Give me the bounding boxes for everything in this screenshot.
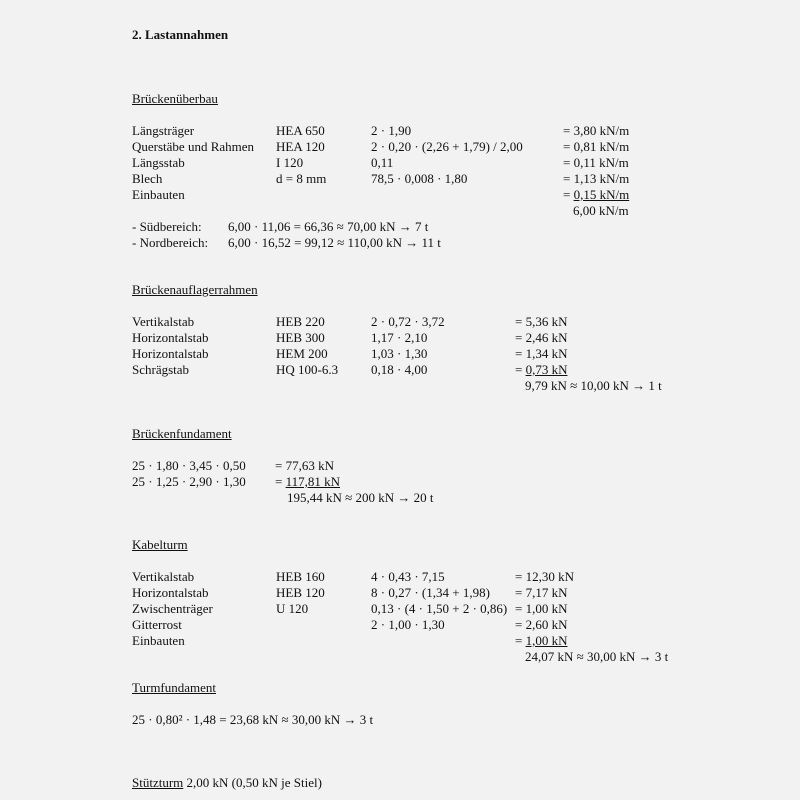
row-result: = 1,00 kN <box>515 601 568 616</box>
row-profile: HEM 200 <box>276 346 328 361</box>
row-result: = 3,80 kN/m <box>563 123 630 138</box>
row-name: Horizontalstab <box>132 585 209 600</box>
section-heading-turmfundament: Turmfundament <box>132 680 217 695</box>
row-calc: 1,03 · 1,30 <box>371 346 428 361</box>
row-result: = 1,34 kN <box>515 346 568 361</box>
row-result: = 2,60 kN <box>515 617 568 632</box>
row-result: = 2,46 kN <box>515 330 568 345</box>
row-profile: I 120 <box>276 155 304 170</box>
row-calc: 8 · 0,27 · (1,34 + 1,98) <box>371 585 490 600</box>
row-calc: 2 · 0,20 · (2,26 + 1,79) / 2,00 <box>371 139 523 154</box>
section-heading-brueckenueberbau: Brückenüberbau <box>132 91 218 106</box>
row-result: = 1,13 kN/m <box>563 171 630 186</box>
row-result: = 117,81 kN <box>275 474 340 489</box>
row-calc: 4 · 0,43 · 7,15 <box>371 569 445 584</box>
row-result: = 1,00 kN <box>515 633 568 648</box>
row-name: Vertikalstab <box>132 314 195 329</box>
row-calc: 0,18 · 4,00 <box>371 362 428 377</box>
section-heading-kabelturm: Kabelturm <box>132 537 188 552</box>
sum-result: 6,00 kN/m <box>573 203 629 218</box>
row-profile: d = 8 mm <box>276 171 327 186</box>
row-result: = 0,15 kN/m <box>563 187 630 202</box>
row-name: Einbauten <box>132 633 185 648</box>
row-profile: HEA 120 <box>276 139 325 154</box>
row-name: Blech <box>132 171 163 186</box>
sum-result: 195,44 kN ≈ 200 kN → 20 t <box>287 490 434 505</box>
row-name: Längsträger <box>132 123 195 138</box>
section-heading-brueckenfundament: Brückenfundament <box>132 426 232 441</box>
north-calc: 6,00 · 16,52 = 99,12 ≈ 110,00 kN → 11 t <box>228 235 441 250</box>
north-label: - Nordbereich: <box>132 235 209 250</box>
row-calc: 1,17 · 2,10 <box>371 330 428 345</box>
row-calc: 78,5 · 0,008 · 1,80 <box>371 171 468 186</box>
stuetzturm-line <box>132 775 322 791</box>
row-result: = 5,36 kN <box>515 314 568 329</box>
row-calc: 0,11 <box>371 155 394 170</box>
row-result: = 12,30 kN <box>515 569 574 584</box>
row-profile: HEB 160 <box>276 569 325 584</box>
row-result: = 7,17 kN <box>515 585 568 600</box>
section-heading-stuetzturm: Stützturm <box>132 775 184 790</box>
row-result: = 0,73 kN <box>515 362 568 377</box>
south-label: - Südbereich: <box>132 219 202 234</box>
row-result: = 77,63 kN <box>275 458 334 473</box>
row-calc: 0,13 · (4 · 1,50 + 2 · 0,86) <box>371 601 508 616</box>
row-profile: HEB 300 <box>276 330 325 345</box>
row-name: Horizontalstab <box>132 330 209 345</box>
row-calc: 2 · 1,00 · 1,30 <box>371 617 445 632</box>
row-calc: 2 · 0,72 · 3,72 <box>371 314 445 329</box>
row-name: Längsstab <box>132 155 185 170</box>
row-name: Gitterrost <box>132 617 182 632</box>
row-name: Zwischenträger <box>132 601 213 616</box>
row-name: Horizontalstab <box>132 346 209 361</box>
row-calc: 25 · 1,80 · 3,45 · 0,50 <box>132 458 246 473</box>
row-profile: HEA 650 <box>276 123 325 138</box>
row-result: = 0,11 kN/m <box>563 155 629 170</box>
row-calc: 25 · 1,25 · 2,90 · 1,30 <box>132 474 246 489</box>
row-name: Einbauten <box>132 187 185 202</box>
section-heading-brueckenauflagerrahmen: Brückenauflagerrahmen <box>132 282 258 297</box>
row-name: Schrägstab <box>132 362 190 377</box>
row-result: = 0,81 kN/m <box>563 139 630 154</box>
row-profile: U 120 <box>276 601 309 616</box>
row-name: Vertikalstab <box>132 569 195 584</box>
row-name: Querstäbe und Rahmen <box>132 139 255 154</box>
stuetzturm-text: 2,00 kN (0,50 kN je Stiel) <box>183 775 322 790</box>
page-title: 2. Lastannahmen <box>132 27 229 42</box>
turmfundament-calc: 25 · 0,80² · 1,48 = 23,68 kN ≈ 30,00 kN → 3 t <box>132 712 374 727</box>
row-profile: HEB 220 <box>276 314 325 329</box>
row-calc: 2 · 1,90 <box>371 123 412 138</box>
sum-result: 24,07 kN ≈ 30,00 kN → 3 t <box>525 649 669 664</box>
row-profile: HQ 100-6.3 <box>276 362 339 377</box>
south-calc: 6,00 · 11,06 = 66,36 ≈ 70,00 kN → 7 t <box>228 219 429 234</box>
row-profile: HEB 120 <box>276 585 325 600</box>
sum-result: 9,79 kN ≈ 10,00 kN → 1 t <box>525 378 662 393</box>
